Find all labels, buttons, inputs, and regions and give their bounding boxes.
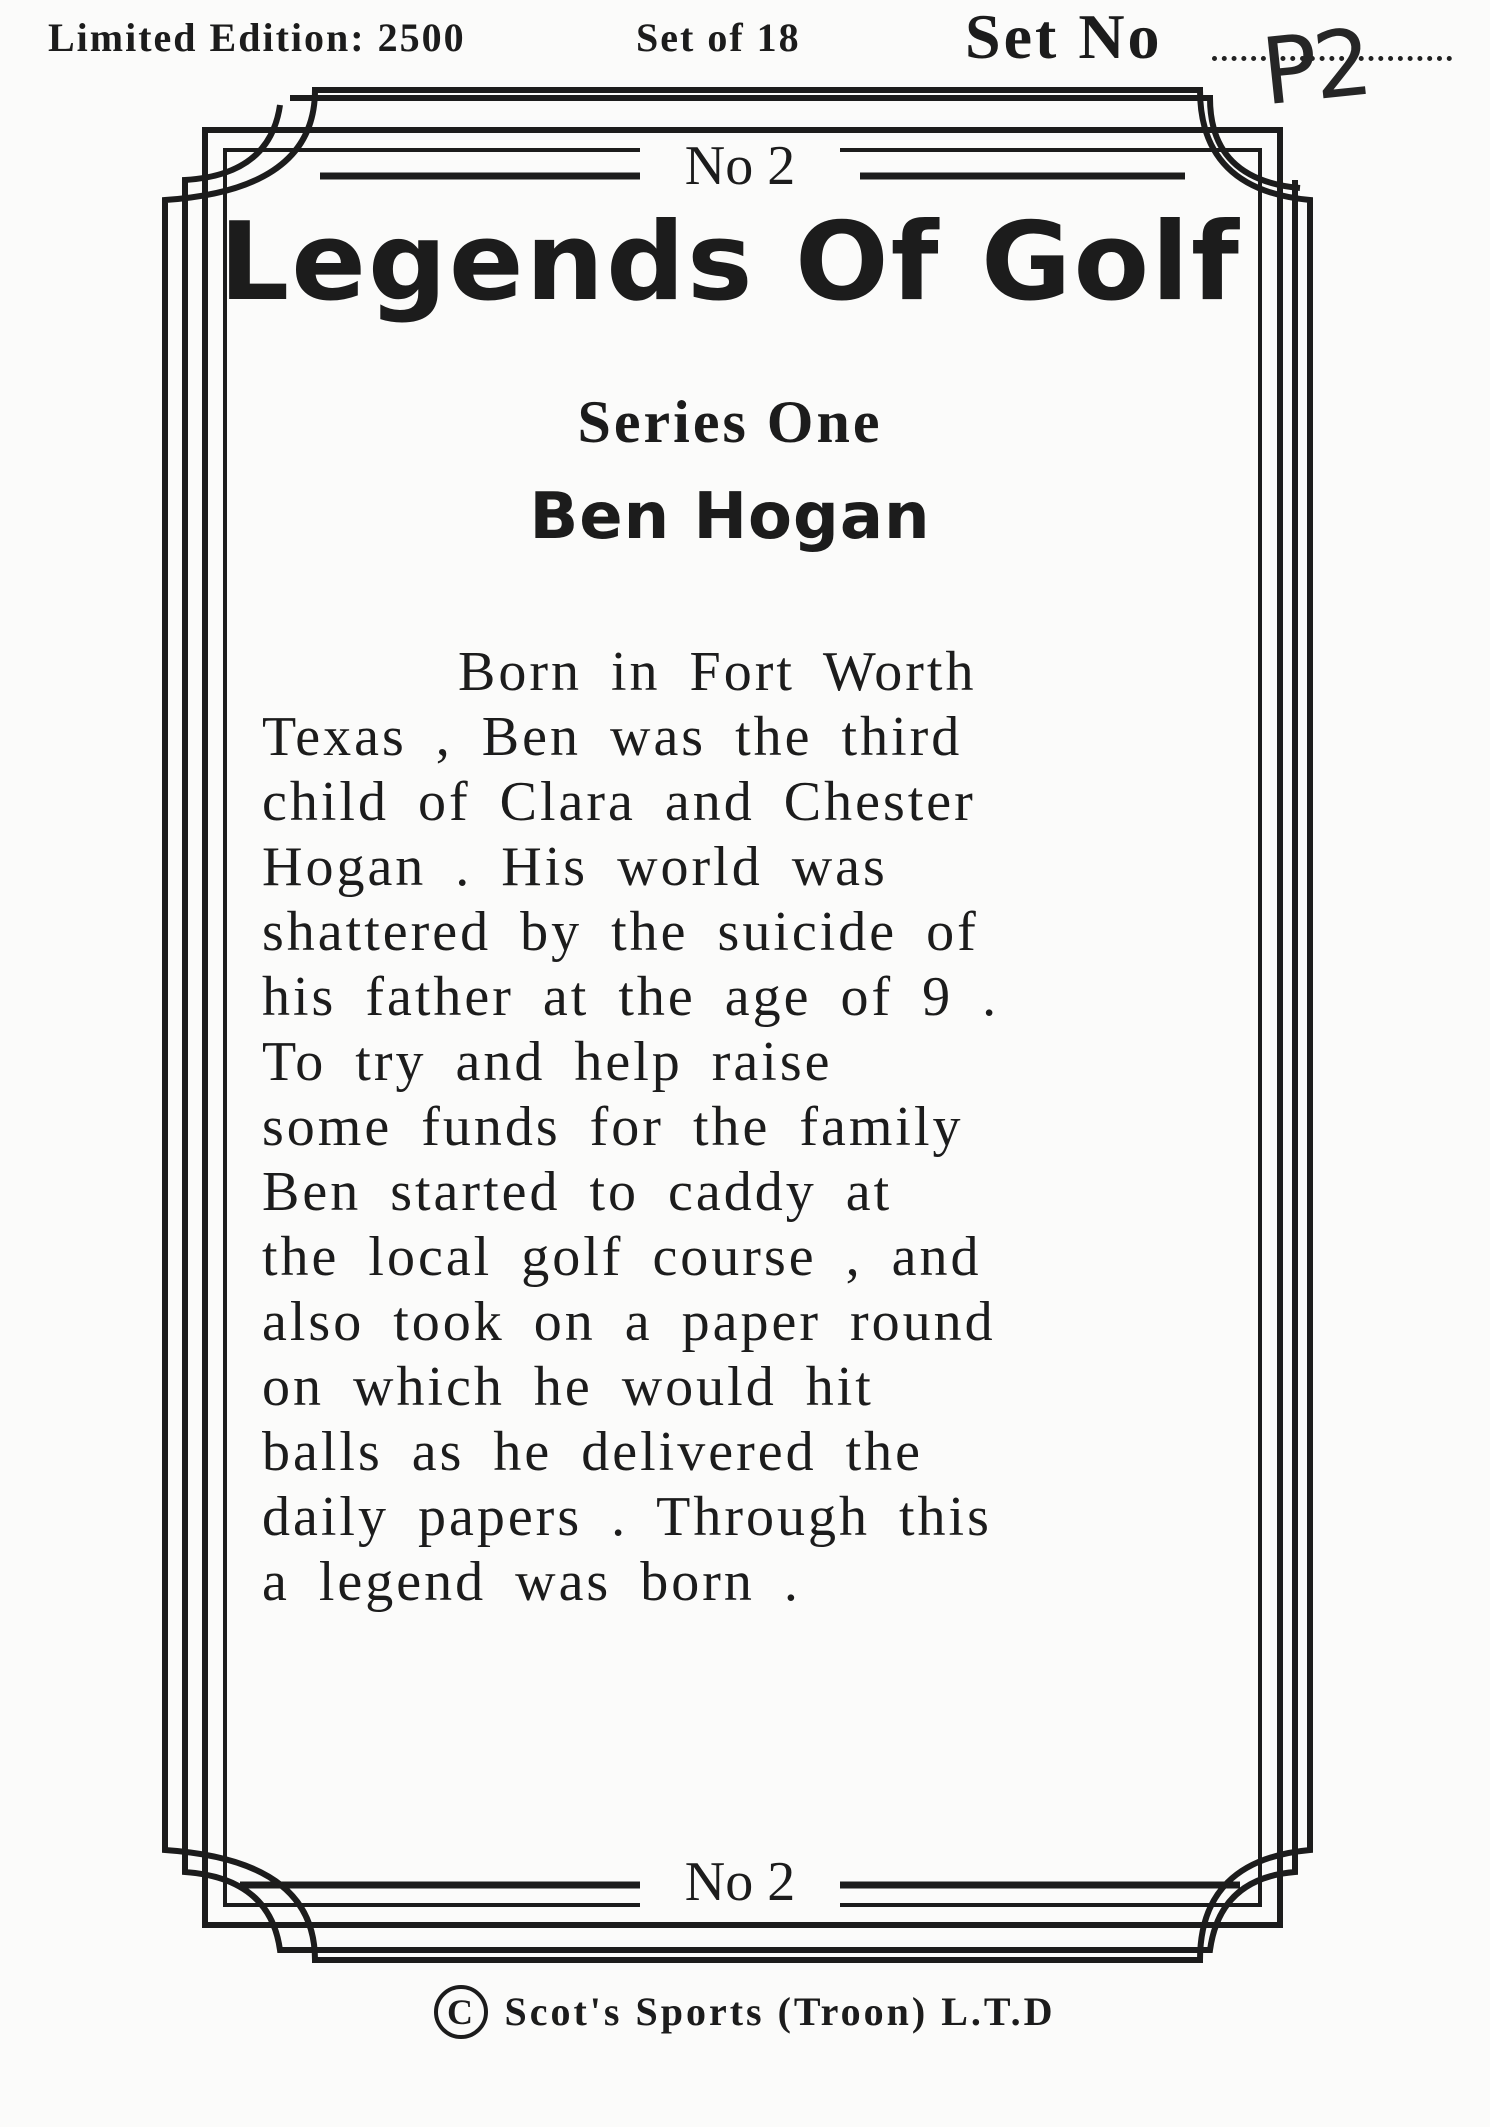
- copyright-line: [0, 1988, 1490, 2043]
- bio-line: child of Clara and Chester: [262, 771, 976, 833]
- bio-line: Hogan . His world was: [262, 836, 888, 898]
- edition-label: Limited Edition: 2500: [48, 15, 466, 60]
- bio-line: a legend was born .: [262, 1551, 801, 1613]
- publisher-name: Scot's Sports (Troon) L.T.D: [504, 1989, 1056, 2034]
- bio-line: his father at the age of 9 .: [262, 966, 1000, 1028]
- bio-line: the local golf course , and: [262, 1226, 982, 1288]
- bio-line: Ben started to caddy at: [262, 1161, 893, 1223]
- set-count-label: Set of 18: [636, 15, 801, 60]
- bio-line: some funds for the family: [262, 1096, 964, 1158]
- series-title: Series One: [577, 389, 883, 455]
- bio-line: also took on a paper round: [262, 1291, 996, 1353]
- bio-line: To try and help raise: [262, 1031, 833, 1093]
- bio-line: Born in Fort Worth: [458, 641, 977, 703]
- bio-line: shattered by the suicide of: [262, 901, 979, 963]
- card-number-top: No 2: [640, 134, 840, 198]
- card-number-bottom: No 2: [640, 1850, 840, 1914]
- card-title: Legends Of Golf: [218, 200, 1241, 325]
- copyright-icon: C: [434, 1985, 488, 2039]
- biography-text: [262, 640, 1182, 1615]
- player-name: Ben Hogan: [529, 480, 931, 554]
- bio-line: balls as he delivered the: [262, 1421, 924, 1483]
- handwritten-set-number: P2: [1256, 8, 1374, 127]
- bio-line: Texas , Ben was the third: [262, 706, 963, 768]
- bio-line: on which he would hit: [262, 1356, 874, 1418]
- set-number-label: Set No: [965, 1, 1163, 72]
- bio-line: daily papers . Through this: [262, 1486, 992, 1548]
